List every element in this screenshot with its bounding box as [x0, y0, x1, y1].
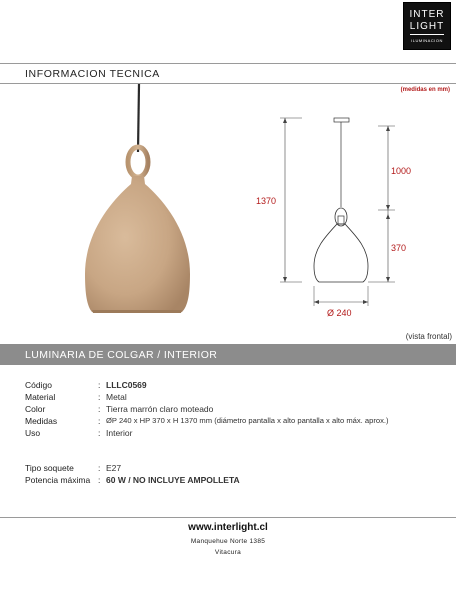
spec-colon: :: [98, 428, 101, 438]
photo-cable: [138, 84, 139, 152]
spec-label: Código: [25, 380, 52, 390]
section-title: INFORMACION TECNICA: [25, 68, 160, 80]
footer-url[interactable]: www.interlight.cl: [188, 522, 268, 533]
spec-value: Tierra marrón claro moteado: [106, 404, 214, 414]
product-photo: [70, 84, 220, 316]
dim-cable-label: 1000: [391, 166, 412, 176]
spec-colon: :: [98, 416, 101, 426]
spec-colon: :: [98, 475, 101, 485]
drawing-ring: [335, 208, 347, 226]
spec-value: Metal: [106, 392, 127, 402]
spec-label: Uso: [25, 428, 41, 438]
dim-shade-label: 370: [391, 243, 407, 253]
brand-logo: [403, 2, 451, 50]
spec-value: E27: [106, 463, 122, 473]
spec-label: Tipo soquete: [25, 463, 74, 473]
technical-drawing: [250, 110, 440, 320]
footer-address: Manquehue Norte 1385: [190, 538, 266, 545]
footer-city: Vitacura: [214, 549, 242, 556]
spec-value: 60 W / NO INCLUYE AMPOLLETA: [106, 475, 240, 485]
spec-value: ØP 240 x HP 370 x H 1370 mm (diámetro pantalla x alto pantalla x alto máx. aprox.): [106, 416, 389, 425]
spec-label: Color: [25, 404, 46, 414]
logo-divider: [410, 34, 444, 35]
category-banner: [0, 344, 456, 365]
logo-text-inter: INTER: [409, 9, 445, 20]
drawing-shade: [314, 224, 368, 282]
measures-note: (medidas en mm): [400, 87, 450, 93]
spec-value: LLLC0569: [106, 380, 147, 390]
spec-colon: :: [98, 392, 101, 402]
front-view-note: (vista frontal): [405, 332, 452, 341]
photo-shade-rim: [92, 310, 182, 313]
dim-diameter-label: Ø 240: [327, 308, 352, 318]
logo-text-iluminacion: ILUMINACION: [411, 38, 443, 43]
spec-label: Potencia máxima: [25, 475, 91, 485]
category-label: LUMINARIA DE COLGAR / INTERIOR: [25, 349, 218, 361]
spec-colon: :: [98, 463, 101, 473]
spec-label: Medidas: [25, 416, 58, 426]
photo-shade: [85, 176, 190, 312]
footer-rule: [0, 517, 456, 518]
logo-text-light: LIGHT: [409, 21, 445, 32]
spec-label: Material: [25, 392, 56, 402]
header-bottom-rule: [0, 83, 456, 84]
header-top-rule: [0, 63, 456, 64]
spec-colon: :: [98, 404, 101, 414]
drawing-canopy: [334, 118, 349, 122]
dim-total-label: 1370: [256, 196, 277, 206]
spec-value: Interior: [106, 428, 133, 438]
spec-colon: :: [98, 380, 101, 390]
